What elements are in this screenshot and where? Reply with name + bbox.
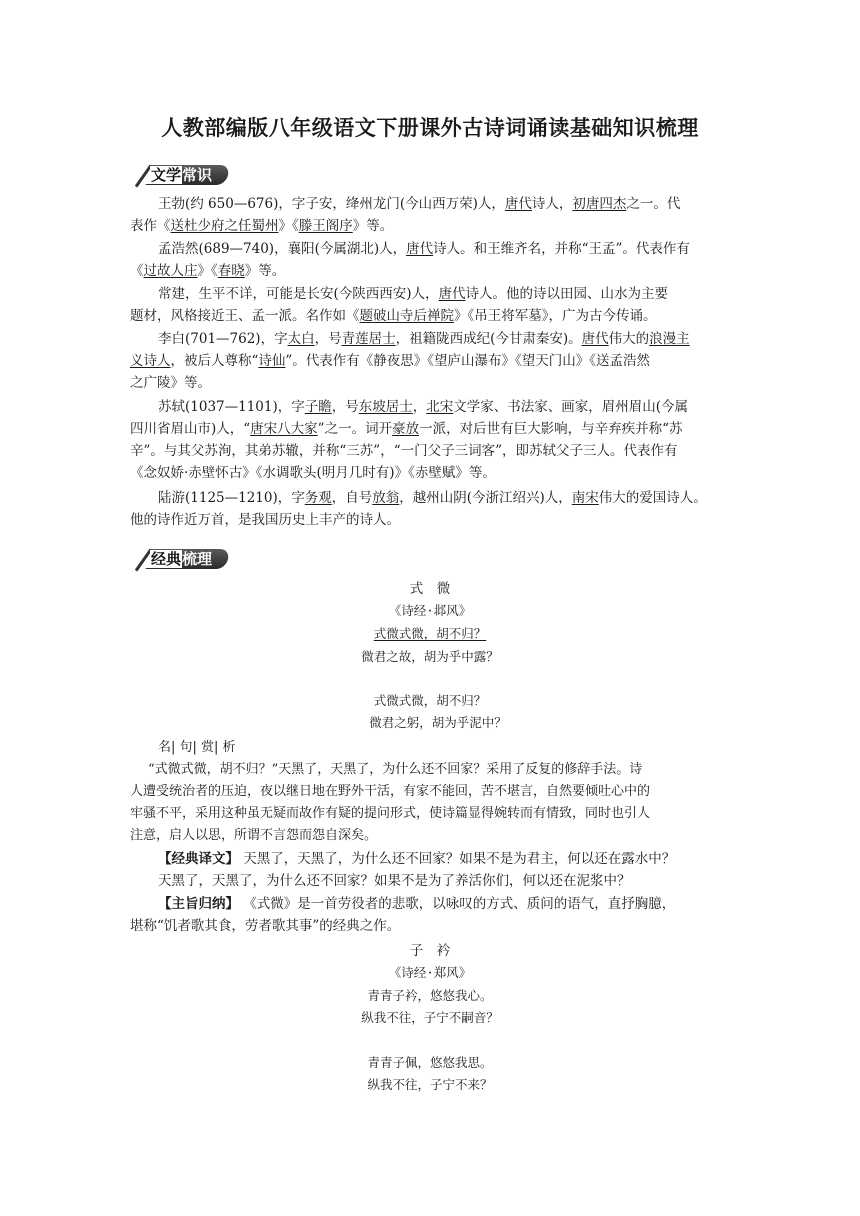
- analysis-label: 名| 句| 赏| 析: [158, 740, 236, 755]
- section-badge-literary-knowledge: [136, 163, 228, 187]
- author-paragraph-wangbo: 王勃(约 650—676)，字子安，绛州龙门(今山西万荣)人，唐代诗人，初唐四杰之一。代 表作《送杜少府之任蜀州》《滕王阁序》等。: [130, 196, 681, 234]
- poem-line: 纵我不往，子宁不嗣音？: [361, 1010, 499, 1025]
- poem-source: 《诗经·郑风》: [388, 965, 472, 980]
- poem-line: 微君之故，胡为乎中露？: [361, 649, 499, 664]
- page-title: 人教部编版八年级语文下册课外古诗词诵读基础知识梳理: [161, 116, 699, 140]
- author-paragraph-changjian: 常建，生平不详，可能是长安(今陕西西安)人，唐代诗人。他的诗以田园、山水为主要 题材，风格接近王、孟一派。名作如《题破山寺后禅院》《吊王将军墓》，广为古今传诵。: [130, 286, 669, 324]
- badge-text-a: 文学: [151, 166, 182, 184]
- poem-line: 青青子衿，悠悠我心。: [367, 988, 493, 1003]
- poem-source: 《诗经·邶风》: [388, 603, 472, 618]
- translation-line-1: 【经典译文】 天黑了，天黑了，为什么还不回家？如果不是为君主，何以还在露水中？: [158, 851, 676, 867]
- poem-line: 式微式微，胡不归？: [373, 626, 487, 641]
- author-paragraph-libai: 李白(701—762)，字太白，号青莲居士，祖籍陇西成纪(今甘肃秦安)。唐代伟大的浪漫主 义诗人，被后人尊称“诗仙”。代表作有《静夜思》《望庐山瀑布》《望天门山》《送孟浩然 之广陵》等。: [130, 331, 690, 391]
- theme-line-1: 【主旨归纳】 《式微》是一首劳役者的悲歌，以咏叹的方式、质问的语气，直抒胸臆，: [158, 896, 676, 912]
- author-paragraph-sushi: 苏轼(1037—1101)，字子瞻，号东坡居士，北宋文学家、书法家、画家，眉州眉山(今属 四川省眉山市)人，“唐宋八大家”之一。词开豪放一派，对后世有巨大影响，与辛弃疾并称“苏 辛”。与其父苏洵，其弟苏辙，并称“三苏”，“一门父子三词客”，即苏轼父子三人。代表作有 《念奴娇·赤壁怀古》《水调歌头(明月几时有)》《赤壁赋》等。: [130, 399, 689, 481]
- author-paragraph-menghaoran: 孟浩然(689—740)，襄阳(今属湖北)人，唐代诗人。和王维齐名，并称“王孟”。代表作有 《过故人庄》《春晓》等。: [130, 241, 690, 279]
- theme-line-2: 堪称“饥者歌其食，劳者歌其事”的经典之作。: [130, 918, 401, 934]
- badge-text-a: 经典: [151, 550, 182, 568]
- section-badge-classics-review: [136, 547, 228, 571]
- theme-label: 【主旨归纳】: [158, 896, 239, 912]
- poem-line: 式微式微，胡不归？: [373, 693, 487, 708]
- analysis-text: “式微式微，胡不归？”天黑了，天黑了，为什么还不回家？采用了反复的修辞手法。诗 人遭受统治者的压迫，夜以继日地在野外干活，有家不能回，苦不堪言，自然要倾吐心中的 牢骚不平，采用这种虽无疑而故作有疑的提问形式，使诗篇显得婉转而有情致，同时也引人 注意，启人以思，所谓不言怨而怨自深矣。: [130, 762, 651, 843]
- author-paragraph-luyou: 陆游(1125—1210)，字务观，自号放翁，越州山阴(今浙江绍兴)人，南宋伟大的爱国诗人。 他的诗作近万首，是我国历史上丰产的诗人。: [130, 490, 707, 528]
- poem-line: 青青子佩，悠悠我思。: [367, 1055, 493, 1070]
- poem-line: 纵我不往，子宁不来？: [367, 1077, 493, 1092]
- translation-line-2: 天黑了，天黑了，为什么还不回家？如果不是为了养活你们，何以还在泥浆中？: [158, 873, 631, 889]
- badge-text-b: 梳理: [182, 550, 213, 568]
- poem-title: 式 微: [409, 581, 451, 597]
- poem-title: 子 衿: [409, 943, 451, 959]
- poem-line: 微君之躬，胡为乎泥中？: [369, 715, 507, 730]
- translation-label: 【经典译文】: [158, 851, 239, 867]
- badge-text-b: 常识: [182, 166, 213, 184]
